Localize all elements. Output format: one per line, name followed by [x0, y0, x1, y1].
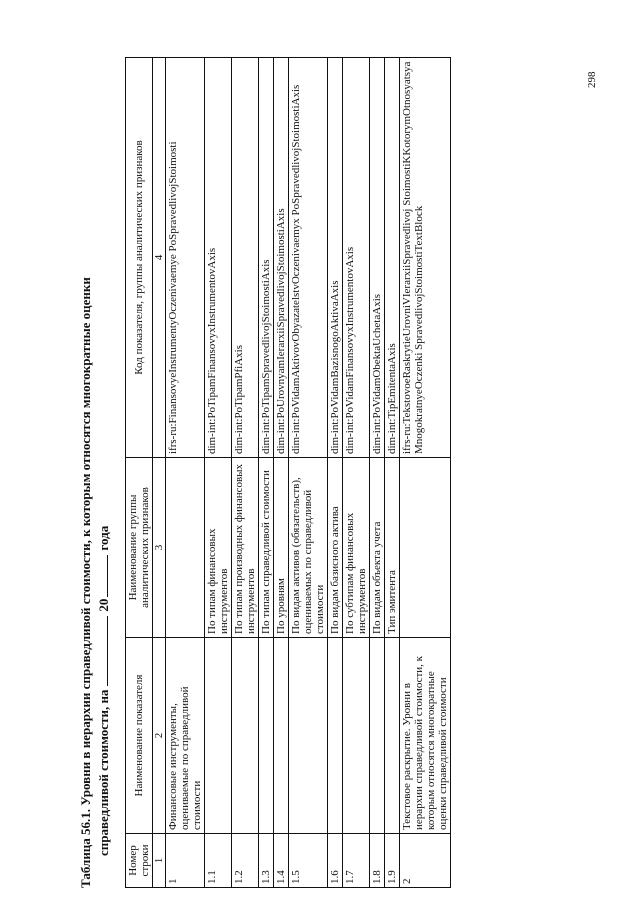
- group-name: Тип эмитента: [385, 458, 400, 638]
- indicator-code: ifrs-ru:TekstovoeRaskrytieUrovniVIerarxiiSpravedlivoj StoimostiKKotorymOtnosyatsyaMnogokratnyeOczenki SpravedlivojStoimostiTextBlock: [400, 58, 451, 458]
- indicator-code: dim-int:PoVidamAktivovObyazatelstvOczenivaemyx PoSpravedlivojStoimostiAxis: [289, 58, 328, 458]
- table-row: [205, 58, 232, 888]
- table-header-row: [126, 58, 153, 888]
- table-row: [400, 58, 451, 888]
- table-row: [343, 58, 370, 888]
- indicator-name: [259, 638, 274, 834]
- column-number: 4: [153, 58, 166, 458]
- indicator-code: dim-int:PoTipamPfiAxis: [232, 58, 259, 458]
- column-number: 2: [153, 638, 166, 834]
- indicator-code: dim-int:PoUrovnyamIerarxiiSpravedlivojStoimostiAxis: [274, 58, 289, 458]
- table-caption: [78, 58, 112, 888]
- header-group-name: Наименование группы аналитических признаков: [126, 458, 153, 638]
- group-name: По видам объекта учета: [370, 458, 385, 638]
- indicator-code: dim-int:PoTipamFinansovyxInstrumentovAxis: [205, 58, 232, 458]
- caption-year-prefix: 20: [96, 598, 111, 612]
- row-number: 1.8: [370, 834, 385, 888]
- table-row: [274, 58, 289, 888]
- group-name: По субтипам финансовых инструментов: [343, 458, 370, 638]
- indicator-code: ifrs-ru:FinansovyeInstrumentyOczenivaemye PoSpravedlivojStoimosti: [166, 58, 205, 458]
- caption-year-suffix: года: [96, 525, 111, 551]
- row-number: 1.7: [343, 834, 370, 888]
- header-code: Код показателя, группы аналитических признаков: [126, 58, 153, 458]
- group-name: По типам справедливой стоимости: [259, 458, 274, 638]
- table-row: [289, 58, 328, 888]
- indicator-name: [370, 638, 385, 834]
- indicator-code: dim-int:TipEmitentaAxis: [385, 58, 400, 458]
- indicator-name: [343, 638, 370, 834]
- indicator-code: dim-int:PoVidamBazisnogoAktivaAxis: [328, 58, 343, 458]
- indicator-name: [385, 638, 400, 834]
- rotated-page-content: [78, 58, 478, 888]
- header-indicator-name: Наименование показателя: [126, 638, 153, 834]
- table-row: [385, 58, 400, 888]
- row-number: 1.1: [205, 834, 232, 888]
- row-number: 1.5: [289, 834, 328, 888]
- group-name: По уровням: [274, 458, 289, 638]
- row-number: 1.9: [385, 834, 400, 888]
- row-number: 1.3: [259, 834, 274, 888]
- indicator-name: [232, 638, 259, 834]
- indicator-code: dim-int:PoVidamFinansovyxInstrumentovAxis: [343, 58, 370, 458]
- row-number: 1.6: [328, 834, 343, 888]
- column-number: 3: [153, 458, 166, 638]
- column-number: 1: [153, 834, 166, 888]
- header-row-number: Номер строки: [126, 834, 153, 888]
- caption-line-1: Таблица 56.1. Уровни в иерархии справедливой стоимости, к которым относятся многократные оценки: [78, 277, 93, 888]
- indicator-name: [274, 638, 289, 834]
- page-number: 298: [586, 71, 598, 88]
- caption-date-label: справедливой стоимости, на: [96, 689, 111, 856]
- date-blank-field: [107, 616, 108, 686]
- table-row: [259, 58, 274, 888]
- group-name: По типам производных финансовых инструментов: [232, 458, 259, 638]
- group-name: По видам базисного актива: [328, 458, 343, 638]
- column-number-row: [153, 58, 166, 888]
- row-number: 1: [166, 834, 205, 888]
- year-blank-field: [107, 555, 108, 597]
- row-number: 2: [400, 834, 451, 888]
- indicator-name: [328, 638, 343, 834]
- group-name: [400, 458, 451, 638]
- indicator-code: dim-int:PoTipamSpravedlivojStoimostiAxis: [259, 58, 274, 458]
- table-row: [232, 58, 259, 888]
- indicator-name: [205, 638, 232, 834]
- indicator-name: [289, 638, 328, 834]
- group-name: По типам финансовых инструментов: [205, 458, 232, 638]
- caption-line-2: [96, 58, 112, 888]
- indicator-name: Текстовое раскрытие. Уровни в иерархии справедливой стоимости, к которым относятся многократные оценки справедливой стоимости: [400, 638, 451, 834]
- row-number: 1.4: [274, 834, 289, 888]
- indicator-name: Финансовые инструменты, оцениваемые по справедливой стоимости: [166, 638, 205, 834]
- row-number: 1.2: [232, 834, 259, 888]
- group-name: [166, 458, 205, 638]
- indicator-code: dim-int:PoVidamObektaUchetaAxis: [370, 58, 385, 458]
- table-row: [166, 58, 205, 888]
- table-row: [328, 58, 343, 888]
- table-row: [370, 58, 385, 888]
- group-name: По видам активов (обязательств), оцениваемых по справедливой стоимости: [289, 458, 328, 638]
- fair-value-hierarchy-table: [125, 57, 451, 888]
